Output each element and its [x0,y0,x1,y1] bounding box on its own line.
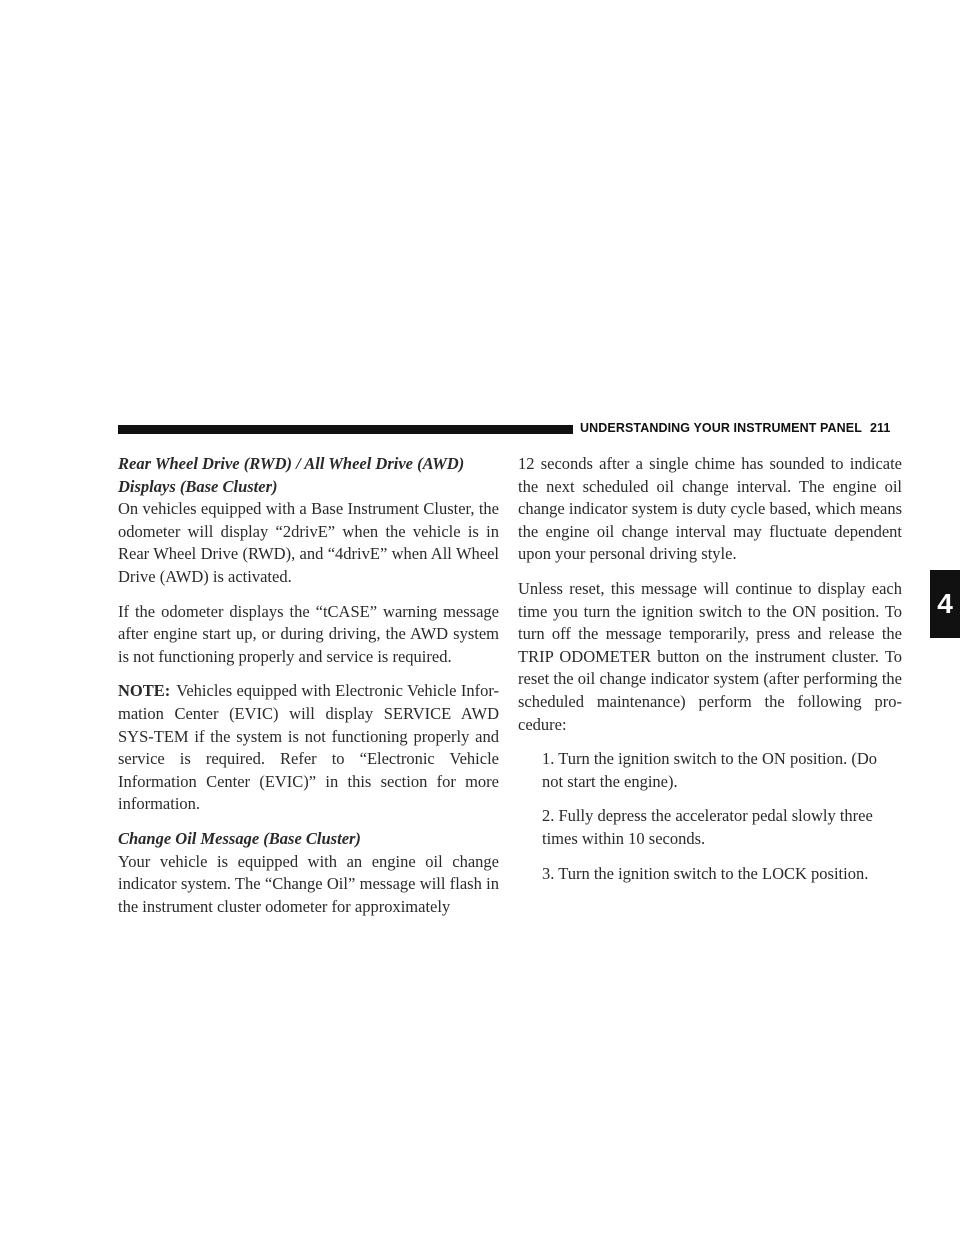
chapter-tab: 4 [930,570,960,638]
rwd-awd-heading [118,453,499,498]
running-header [580,421,890,435]
paragraph: 12 seconds after a single chime has sounded to indicate the next scheduled oil change interval. The engine oil change indicator system is duty cycle based, which means the engine oil change interval may fluctuate dependent upon your personal driving style. [518,454,902,564]
left-column [118,453,499,930]
section-title: UNDERSTANDING YOUR INSTRUMENT PANEL [580,421,862,435]
procedure-step: 1. Turn the ignition switch to the ON position. (Do not start the engine). [542,749,878,791]
paragraph: On vehicles equipped with a Base Instrument Cluster, the odometer will display “2drivE” when the vehicle is in Rear Wheel Drive (RWD), and “4drivE” when All Wheel Drive (AWD) is activated. [118,499,499,586]
note-label: NOTE: [118,681,171,701]
change-oil-heading: Change Oil Message (Base Cluster) [118,828,361,848]
header-rule [118,425,573,434]
heading-line-1: Rear Wheel Drive (RWD) / All Wheel Drive (AWD) [118,454,465,473]
paragraph: Unless reset, this message will continue to display each time you turn the ignition switch to the ON position. To turn off the message temporarily, press and release the TRIP ODOMETER button on the instrument cluster. To reset the oil change indicator system (after performing the scheduled maintenance) perform the following pro-cedure: [518,578,902,734]
page-number: 211 [869,421,891,435]
right-column [518,453,902,897]
note-text: Vehicles equipped with Electronic Vehicle Infor-mation Center (EVIC) will display SERVICE AWD SYS-TEM if the system is not functioning properly and service is required. Refer to “Electronic Vehicle Information Center (EVIC)” in this section for more information. [118,681,499,814]
procedure-step: 2. Fully depress the accelerator pedal slowly three times within 10 seconds. [542,806,873,848]
note-paragraph [118,680,499,816]
paragraph: If the odometer displays the “tCASE” warning message after engine start up, or during driving, the AWD system is not functioning properly and service is required. [118,601,499,666]
paragraph: Your vehicle is equipped with an engine oil change indicator system. The “Change Oil” message will flash in the instrument cluster odometer for approximately [118,851,499,916]
heading-line-2: Displays (Base Cluster) [118,476,278,496]
procedure-step: 3. Turn the ignition switch to the LOCK position. [542,863,869,883]
